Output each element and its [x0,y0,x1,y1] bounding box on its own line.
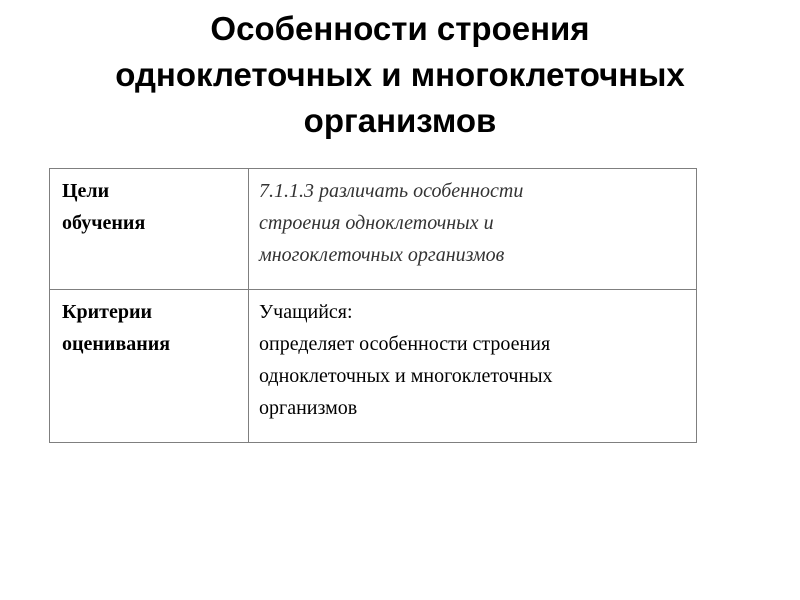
content-line: организмов [259,397,358,419]
label-line: Цели [62,180,110,202]
label-line: Критерии [62,301,153,323]
table-row-learning-goals [50,169,697,290]
label-line: оценивания [62,333,171,355]
assessment-criteria-text [249,290,697,443]
title-line: организмов [303,102,497,139]
table-row-assessment-criteria [50,290,697,443]
content-line: одноклеточных и многоклеточных [259,365,553,387]
learning-goals-text [249,169,697,290]
title-line: одноклеточных и многоклеточных [115,56,685,93]
content-line: 7.1.1.3 различать особенности [259,180,524,202]
content-line: определяет особенности строения [259,333,551,355]
assessment-criteria-label [50,290,249,443]
content-line: многоклеточных организмов [259,244,505,266]
title-line: Особенности строения [210,10,590,47]
objectives-table [49,168,697,443]
label-line: обучения [62,212,146,234]
slide-title [40,6,760,144]
learning-goals-label [50,169,249,290]
content-line: строения одноклеточных и [259,212,494,234]
content-line: Учащийся: [259,301,353,323]
